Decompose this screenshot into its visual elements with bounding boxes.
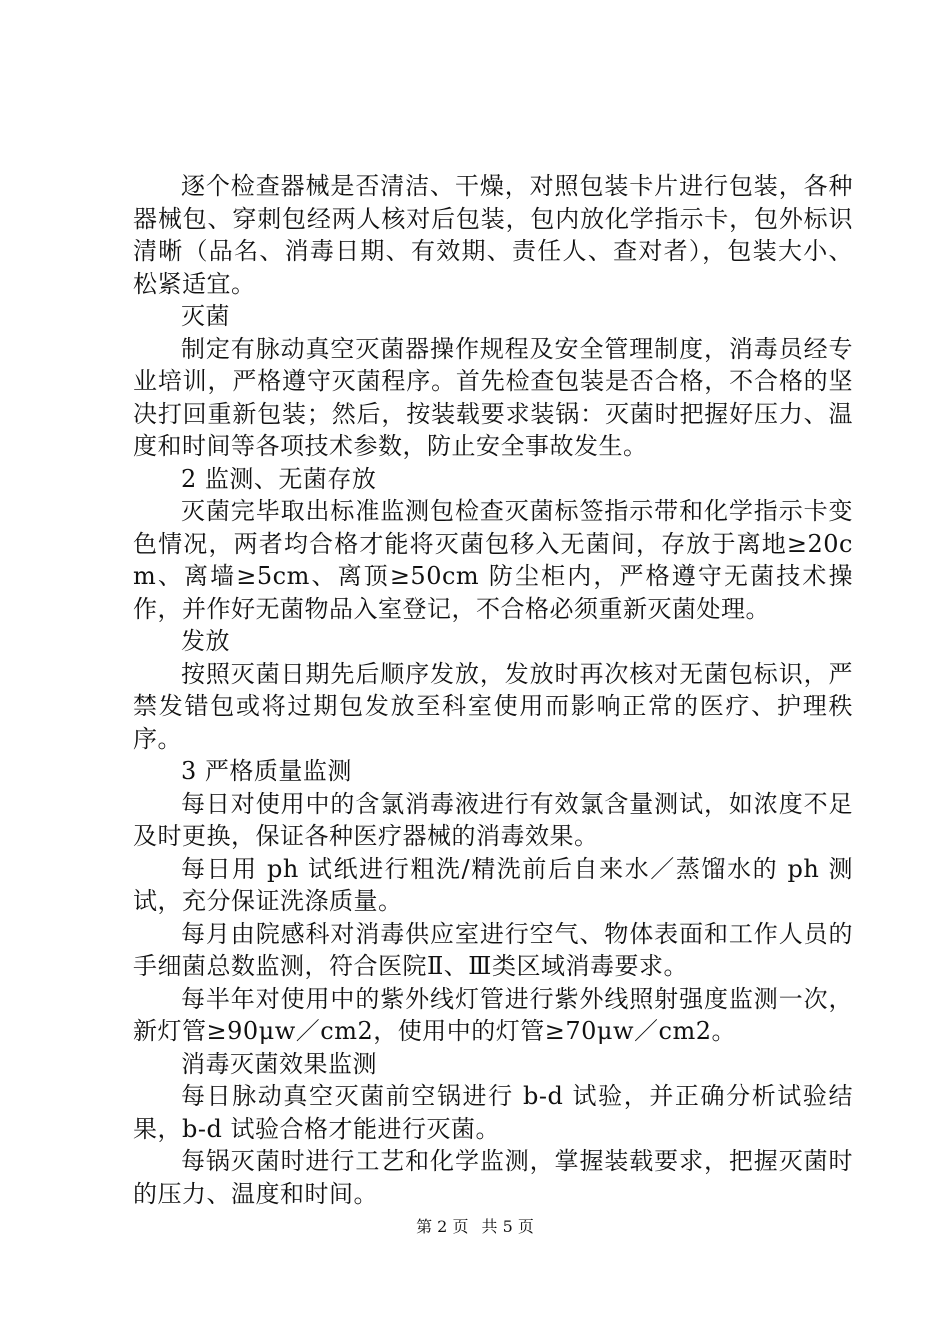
heading-sterilization: 灭菌 (181, 302, 230, 330)
paragraph-chlorine-test: 每日对使用中的含氯消毒液进行有效氯含量测试，如浓度不足及时更换，保证各种医疗器械的消毒效果。 (133, 789, 853, 850)
paragraph-ph-test: 每日用 ph 试纸进行粗洗/精洗前后自来水／蒸馏水的 ph 测试，充分保证洗涤质量。 (133, 854, 853, 915)
paragraph-packaging: 逐个检查器械是否清洁、干燥，对照包装卡片进行包装，各种器械包、穿刺包经两人核对后包装，包内放化学指示卡，包外标识清晰（品名、消毒日期、有效期、责任人、查对者），包装大小、松紧适宜。 (133, 172, 853, 298)
page-footer (0, 1216, 950, 1238)
page-total: 共 5 页 (481, 1217, 534, 1236)
paragraph-uv-monitoring: 每半年对使用中的紫外线灯管进行紫外线照射强度监测一次，新灯管≥90μw／cm2，使用中的灯管≥70μw／cm2。 (133, 984, 853, 1045)
heading-sterilization-effect: 消毒灭菌效果监测 (181, 1049, 377, 1078)
paragraph-sterilization: 制定有脉动真空灭菌器操作规程及安全管理制度，消毒员经专业培训，严格遵守灭菌程序。首先检查包装是否合格，不合格的坚决打回重新包装；然后，按装载要求装锅：灭菌时把握好压力、温度和时间等各项技术参数，防止安全事故发生。 (133, 334, 853, 460)
document-body (133, 170, 853, 1210)
paragraph-monitoring-storage: 灭菌完毕取出标准监测包检查灭菌标签指示带和化学指示卡变色情况，两者均合格才能将灭菌包移入无菌间，存放于离地≥20cm、离墙≥5cm、离顶≥50cm 防尘柜内，严格遵守无菌技术操作，并作好无菌物品入室登记，不合格必须重新灭菌处理。 (133, 497, 853, 623)
heading-quality-monitoring: 3 严格质量监测 (181, 757, 352, 785)
paragraph-bd-test: 每日脉动真空灭菌前空锅进行 b-d 试验，并正确分析试验结果，b-d 试验合格才能进行灭菌。 (133, 1082, 853, 1143)
paragraph-process-monitoring: 每锅灭菌时进行工艺和化学监测，掌握装载要求，把握灭菌时的压力、温度和时间。 (133, 1147, 853, 1208)
paragraph-distribution: 按照灭菌日期先后顺序发放，发放时再次核对无菌包标识，严禁发错包或将过期包发放至科室使用而影响正常的医疗、护理秩序。 (133, 659, 853, 753)
page-number: 第 2 页 (416, 1217, 469, 1236)
paragraph-monthly-monitoring: 每月由院感科对消毒供应室进行空气、物体表面和工作人员的手细菌总数监测，符合医院Ⅱ、Ⅲ类区域消毒要求。 (133, 919, 853, 980)
heading-distribution: 发放 (181, 627, 230, 655)
heading-monitoring-storage: 2 监测、无菌存放 (181, 464, 377, 493)
